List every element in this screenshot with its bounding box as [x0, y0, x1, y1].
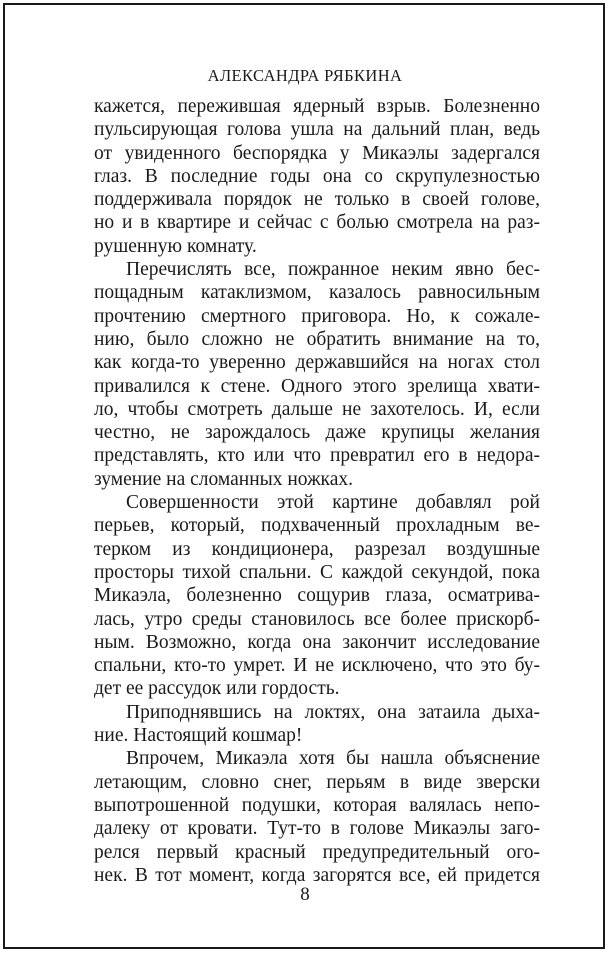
text-line: дет ее рассудок или гордость.: [94, 678, 340, 700]
text-line: Впрочем, Микаэла хотя бы нашла объяснение: [126, 748, 540, 770]
text-line: спальни, кто-то умрет. И не исключено, что это бу-: [94, 655, 540, 677]
text-line: летающим, словно снег, перьям в виде зверски: [94, 771, 540, 793]
page-number: 8: [300, 884, 310, 905]
text-line: глаз. В последние годы она со скрупулезностью: [94, 165, 540, 187]
text-line: представлять, кто или что превратил его в недора-: [94, 445, 540, 467]
text-line: лась, утро среды становилось все более прискорб-: [94, 608, 540, 630]
body-text: [94, 95, 540, 887]
text-line: нек. В тот момент, когда загорятся все, ей придется: [94, 864, 540, 886]
text-line: честно, не зарождалось даже крупицы желания: [94, 422, 540, 444]
text-line: но и в квартире и сейчас с болью смотрела на раз-: [94, 212, 540, 234]
text-line: перьев, который, подхваченный прохладным ве-: [94, 515, 540, 537]
text-line: прочтению смертного приговора. Но, к сожале-: [94, 305, 540, 327]
text-line: ние. Настоящий кошмар!: [94, 725, 303, 747]
text-line: от увиденного беспорядка у Микаэлы задергался: [94, 142, 540, 164]
text-line: нию, было сложно не обратить внимание на то,: [94, 328, 540, 350]
text-line: пощадным катаклизмом, казалось равносильным: [94, 282, 540, 304]
text-line: выпотрошенной подушки, которая валялась непо-: [94, 794, 540, 816]
text-line: просторы тихой спальни. С каждой секундой, пока: [94, 561, 540, 583]
text-line: ло, чтобы смотреть дальше не захотелось. И, если: [94, 398, 540, 420]
text-line: привалился к стене. Одного этого зрелища хвати-: [94, 375, 540, 397]
text-line: Перечислять все, пожранное неким явно бес-: [126, 259, 540, 281]
text-line: Приподнявшись на локтях, она затаила дыха-: [126, 701, 540, 723]
text-line: Микаэла, болезненно сощурив глаза, осматрива-: [94, 585, 540, 607]
running-head: АЛЕКСАНДРА РЯБКИНА: [207, 66, 403, 85]
text-line: релся первый красный предупредительный ого-: [94, 841, 540, 863]
text-line: терком из кондиционера, разрезал воздушные: [94, 538, 540, 560]
text-line: далеку от кровати. Тут-то в голове Микаэлы заго-: [94, 818, 540, 840]
text-line: как когда-то уверенно державшийся на ногах стол: [94, 352, 540, 374]
text-line: кажется, пережившая ядерный взрыв. Болезненно: [94, 96, 540, 117]
text-line: ным. Возможно, когда она закончит исследование: [94, 631, 540, 653]
text-line: Совершенности этой картине добавлял рой: [126, 492, 540, 514]
text-line: рушенную комнату.: [94, 235, 257, 257]
text-line: поддерживала порядок не только в своей голове,: [94, 189, 540, 211]
text-line: пульсирующая голова ушла на дальний план, ведь: [94, 119, 540, 141]
text-line: зумение на сломанных ножках.: [94, 468, 354, 490]
